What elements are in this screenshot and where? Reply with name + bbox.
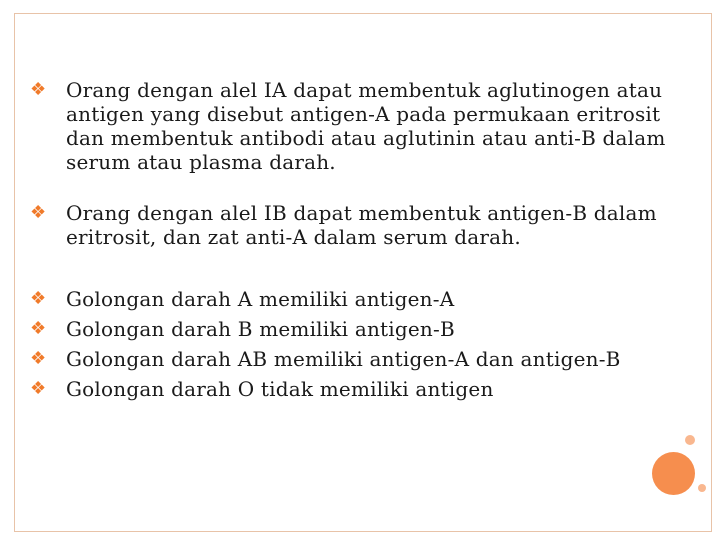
- list-item: [30, 317, 670, 341]
- bullet-text: Golongan darah O tidak memiliki antigen: [66, 377, 494, 401]
- list-item: [30, 287, 670, 311]
- bullet-text: Orang dengan alel IB dapat membentuk antigen-B dalam eritrosit, dan zat anti-A dalam serum darah.: [66, 201, 657, 249]
- bullet-text: Golongan darah AB memiliki antigen-A dan antigen-B: [66, 347, 621, 371]
- bullet-icon: ❖: [30, 202, 47, 223]
- list-item: [30, 78, 670, 198]
- list-item: [30, 377, 670, 401]
- bullet-icon: ❖: [30, 288, 47, 309]
- bullet-icon: ❖: [30, 378, 47, 399]
- decorative-circle-small: [698, 484, 706, 492]
- bullet-text: Golongan darah A memiliki antigen-A: [66, 287, 455, 311]
- decorative-circle-small: [685, 435, 695, 445]
- bullet-icon: ❖: [30, 348, 47, 369]
- decorative-circle-large: [652, 452, 695, 495]
- list-item: [30, 201, 670, 249]
- list-item: [30, 347, 670, 371]
- bullet-text: Golongan darah B memiliki antigen-B: [66, 317, 455, 341]
- slide-content: [30, 78, 670, 401]
- bullet-icon: ❖: [30, 318, 47, 339]
- bullet-text: Orang dengan alel IA dapat membentuk aglutinogen atau antigen yang disebut antigen-A pada permukaan eritrosit dan membentuk antibodi atau aglutinin atau anti-B dalam serum atau plasma darah.: [66, 78, 666, 174]
- bullet-icon: ❖: [30, 79, 47, 100]
